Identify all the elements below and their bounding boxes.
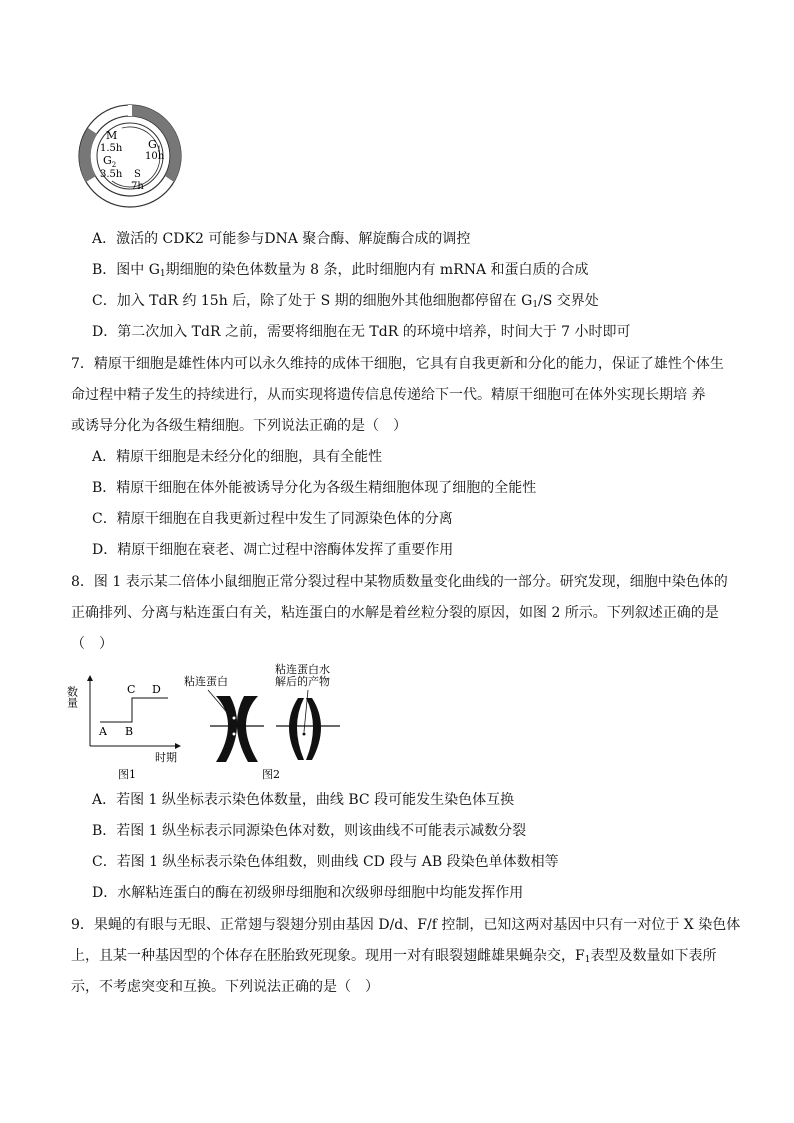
- fig1-caption: 图1: [118, 768, 136, 781]
- fig1-point-b: B: [125, 725, 134, 738]
- q7-stem-line3: 或诱导分化为各级生精细胞。下列说法正确的是（ ）: [71, 418, 407, 434]
- q8-stem-line1: 8．图 1 表示某二倍体小鼠细胞正常分裂过程中某物质数量变化曲线的一部分。研究发现，细胞中染色体的: [71, 574, 728, 590]
- q8-stem-line3: （ ）: [71, 636, 113, 652]
- q7-stem-line1: 7．精原干细胞是雄性体内可以永久维持的成体干细胞，它具有自我更新和分化的能力，保证了雄性个体生: [71, 356, 724, 372]
- q7-option-a: A．精原干细胞是未经分化的细胞，具有全能性: [92, 449, 383, 465]
- chromosome-with-cohesin: [208, 690, 264, 762]
- g2-label: $G_2$: [103, 154, 117, 169]
- fig2-label-cohesin: 粘连蛋白: [184, 675, 228, 688]
- q6-option-c: C．加入 TdR 约 15h 后，除了处于 S 期的细胞外其他细胞都停留在 $G_1/S$ 交界处: [92, 293, 599, 310]
- cell-cycle-diagram: [72, 96, 190, 218]
- fig1-point-d: D: [152, 683, 161, 696]
- fig2-caption: 图2: [262, 768, 280, 781]
- chromosome-cohesin-cleaved: [276, 690, 340, 760]
- q7-option-c: C．精原干细胞在自我更新过程中发生了同源染色体的分离: [92, 511, 453, 527]
- q8-option-c: C．若图 1 纵坐标表示染色体组数，则曲线 CD 段与 AB 段染色单体数相等: [92, 854, 559, 870]
- q6-option-b: B．图中 $G_1$期细胞的染色体数量为 8 条，此时细胞内有 mRNA 和蛋白质的合成: [92, 262, 589, 279]
- q6-option-a: A．激活的 CDK2 可能参与DNA 聚合酶、解旋酶合成的调控: [92, 231, 471, 247]
- figure-1-graph: [65, 672, 185, 782]
- fig1-point-a: A: [99, 725, 107, 738]
- q7-stem-line2: 命过程中精子发生的持续进行，从而实现将遗传信息传递给下一代。精原干细胞可在体外实现长期培 养: [71, 387, 706, 403]
- fig1-xlabel: 时期: [155, 751, 177, 764]
- s-label: S: [134, 169, 141, 180]
- q7-option-b: B．精原干细胞在体外能被诱导分化为各级生精细胞体现了细胞的全能性: [92, 480, 537, 496]
- fig1-point-c: C: [127, 683, 136, 696]
- s-time: 7h: [131, 181, 144, 192]
- fig2-label-product-line2: 解后的产物: [275, 675, 330, 688]
- q8-stem-line2: 正确排列、分离与粘连蛋白有关，粘连蛋白的水解是着丝粒分裂的原因，如图 2 所示。下列叙述正确的是: [71, 605, 719, 621]
- g2-time: 3.5h: [100, 169, 123, 180]
- q9-stem-line3: 示，不考虑突变和互换。下列说法正确的是（ ）: [71, 979, 379, 995]
- q9-stem-line2: 上，且某一种基因型的个体存在胚胎致死现象。现用一对有眼裂翅雌雄果蝇杂交，$F_1$表型及数量如下表所: [71, 948, 717, 965]
- q8-option-b: B．若图 1 纵坐标表示同源染色体对数，则该曲线不可能表示减数分裂: [92, 823, 527, 839]
- m-time: 1.5h: [100, 143, 123, 154]
- q7-option-d: D．精原干细胞在衰老、凋亡过程中溶酶体发挥了重要作用: [92, 542, 454, 558]
- fig2-label-product-line1: 粘连蛋白水: [275, 663, 330, 676]
- q6-option-d: D．第二次加入 TdR 之前，需要将细胞在无 TdR 的环境中培养，时间大于 7 小时即可: [92, 324, 631, 340]
- q8-option-a: A．若图 1 纵坐标表示染色体数量，曲线 BC 段可能发生染色体互换: [92, 792, 515, 808]
- g1-time: 10h: [145, 151, 165, 162]
- figure-2-diagram: [180, 660, 345, 782]
- m-label: M: [106, 129, 118, 142]
- fig1-ylabel: 数量: [65, 686, 79, 708]
- g1-label: $G_1$: [148, 138, 162, 153]
- fig1-curve: [100, 698, 168, 722]
- q9-stem-line1: 9．果蝇的有眼与无眼、正常翅与裂翅分别由基因 D/d、F/f 控制，已知这两对基因中只有一对位于 X 染色体: [71, 917, 741, 933]
- q8-option-d: D．水解粘连蛋白的酶在初级卵母细胞和次级卵母细胞中均能发挥作用: [92, 885, 524, 901]
